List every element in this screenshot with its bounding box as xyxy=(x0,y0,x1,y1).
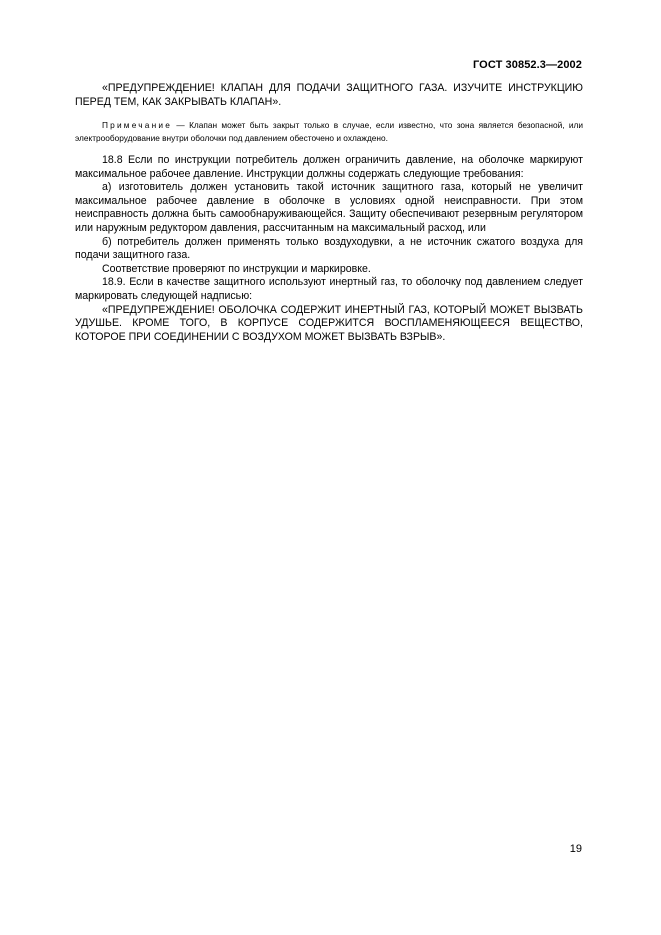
compliance-check: Соответствие проверяют по инструкции и маркировке. xyxy=(102,262,371,275)
clause-18-8: 18.8 Если по инструкции потребитель должен ограничить давление, на оболочке маркируют максимальное рабочее давление. Инструкции должны содержать следующие требования: xyxy=(75,154,583,180)
warning-inert-gas-text: «ПРЕДУПРЕЖДЕНИЕ! ОБОЛОЧКА СОДЕРЖИТ ИНЕРТНЫЙ ГАЗ, КОТОРЫЙ МОЖЕТ ВЫЗВАТЬ УДУШЬЕ. КРОМЕ ТОГО, В КОРПУСЕ СОДЕРЖИТСЯ ВОСПЛАМЕНЯЮЩЕЕСЯ ВЕЩЕСТВО, КОТОРОЕ ПРИ СОЕДИНЕНИИ С ВОЗДУХОМ МОЖЕТ ВЫЗВАТЬ ВЗРЫВ». xyxy=(75,303,583,343)
clause-18-9: 18.9. Если в качестве защитного используют инертный газ, то оболочку под давлением следует маркировать следующей надписью: xyxy=(75,276,583,302)
requirement-item-b: б) потребитель должен применять только воздуходувки, а не источник сжатого воздуха для подачи защитного газа. xyxy=(75,235,583,262)
document-code: ГОСТ 30852.3—2002 xyxy=(472,59,582,71)
requirement-item-a: а) изготовитель должен установить такой источник защитного газа, который не увеличит максимальное рабочее давление в оболочке в условиях одной неисправности. При этом неисправность должна быть самообнаруживающейся. Защиту обеспечивают резервным регулятором или наружным редуктором давления, рассчитанным на максимальный расход, или xyxy=(75,181,583,234)
note-text: — Клапан может быть закрыт только в случае, если известно, что зона является безопасной, или электрооборудование внутри оболочки под давлением обесточено и охлаждено. xyxy=(75,120,583,143)
page-number: 19 xyxy=(569,843,582,855)
note-label: Примечание xyxy=(102,120,173,131)
page-content xyxy=(75,82,583,344)
warning-valve-text: «ПРЕДУПРЕЖДЕНИЕ! КЛАПАН ДЛЯ ПОДАЧИ ЗАЩИТНОГО ГАЗА. ИЗУЧИТЕ ИНСТРУКЦИЮ ПЕРЕД ТЕМ, КАК ЗАКРЫВАТЬ КЛАПАН». xyxy=(75,82,583,108)
note-paragraph xyxy=(75,119,583,144)
